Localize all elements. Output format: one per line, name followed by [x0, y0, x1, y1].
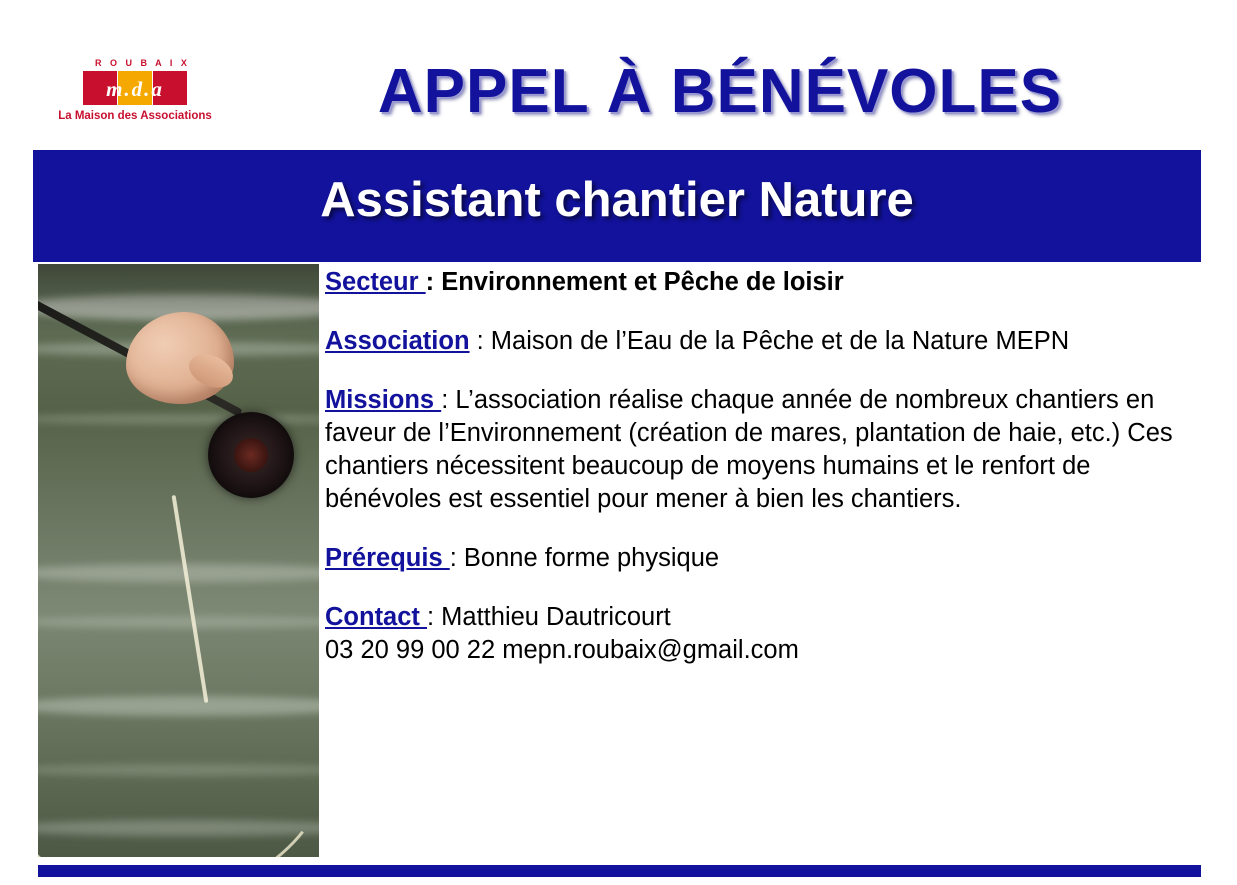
subtitle-band	[33, 150, 1201, 262]
contact-value: : Matthieu Dautricourt	[427, 603, 671, 631]
logo-bottom-text: La Maison des Associations	[58, 110, 212, 122]
missions-value: : L’association réalise chaque année de nombreux chantiers en faveur de l’Environnement (création de mares, plantation de haie, etc.) Ces chantiers nécessitent beaucoup de moyens humains et le renfort de bénévoles est essentiel pour mener à bien les chantiers.	[325, 386, 1173, 513]
association-label: Association	[325, 327, 470, 355]
secteur-value: : Environnement et Pêche de loisir	[425, 268, 844, 296]
missions-paragraph	[325, 384, 1205, 516]
secteur-label: Secteur	[325, 268, 426, 296]
fishing-photo	[38, 264, 319, 857]
mda-logo	[45, 58, 225, 136]
bottom-bar	[38, 865, 1201, 877]
contact-paragraph	[325, 601, 1205, 667]
prerequis-label: Prérequis	[325, 544, 450, 572]
prerequis-paragraph	[325, 542, 1205, 575]
secteur-paragraph	[325, 266, 1205, 299]
poster-body	[325, 266, 1205, 667]
association-paragraph	[325, 325, 1205, 358]
prerequis-value: : Bonne forme physique	[449, 544, 720, 572]
subtitle: Assistant chantier Nature	[320, 173, 914, 227]
logo-top-text: R O U B A I X	[95, 58, 190, 68]
contact-label: Contact	[325, 603, 427, 631]
association-value: : Maison de l’Eau de la Pêche et de la Nature MEPN	[469, 327, 1070, 355]
contact-details: 03 20 99 00 22 mepn.roubaix@gmail.com	[325, 636, 799, 664]
page-title: APPEL À BÉNÉVOLES	[377, 57, 1063, 126]
missions-label: Missions	[325, 386, 442, 414]
header	[0, 0, 1237, 150]
logo-letters: m.d.a	[106, 77, 164, 101]
